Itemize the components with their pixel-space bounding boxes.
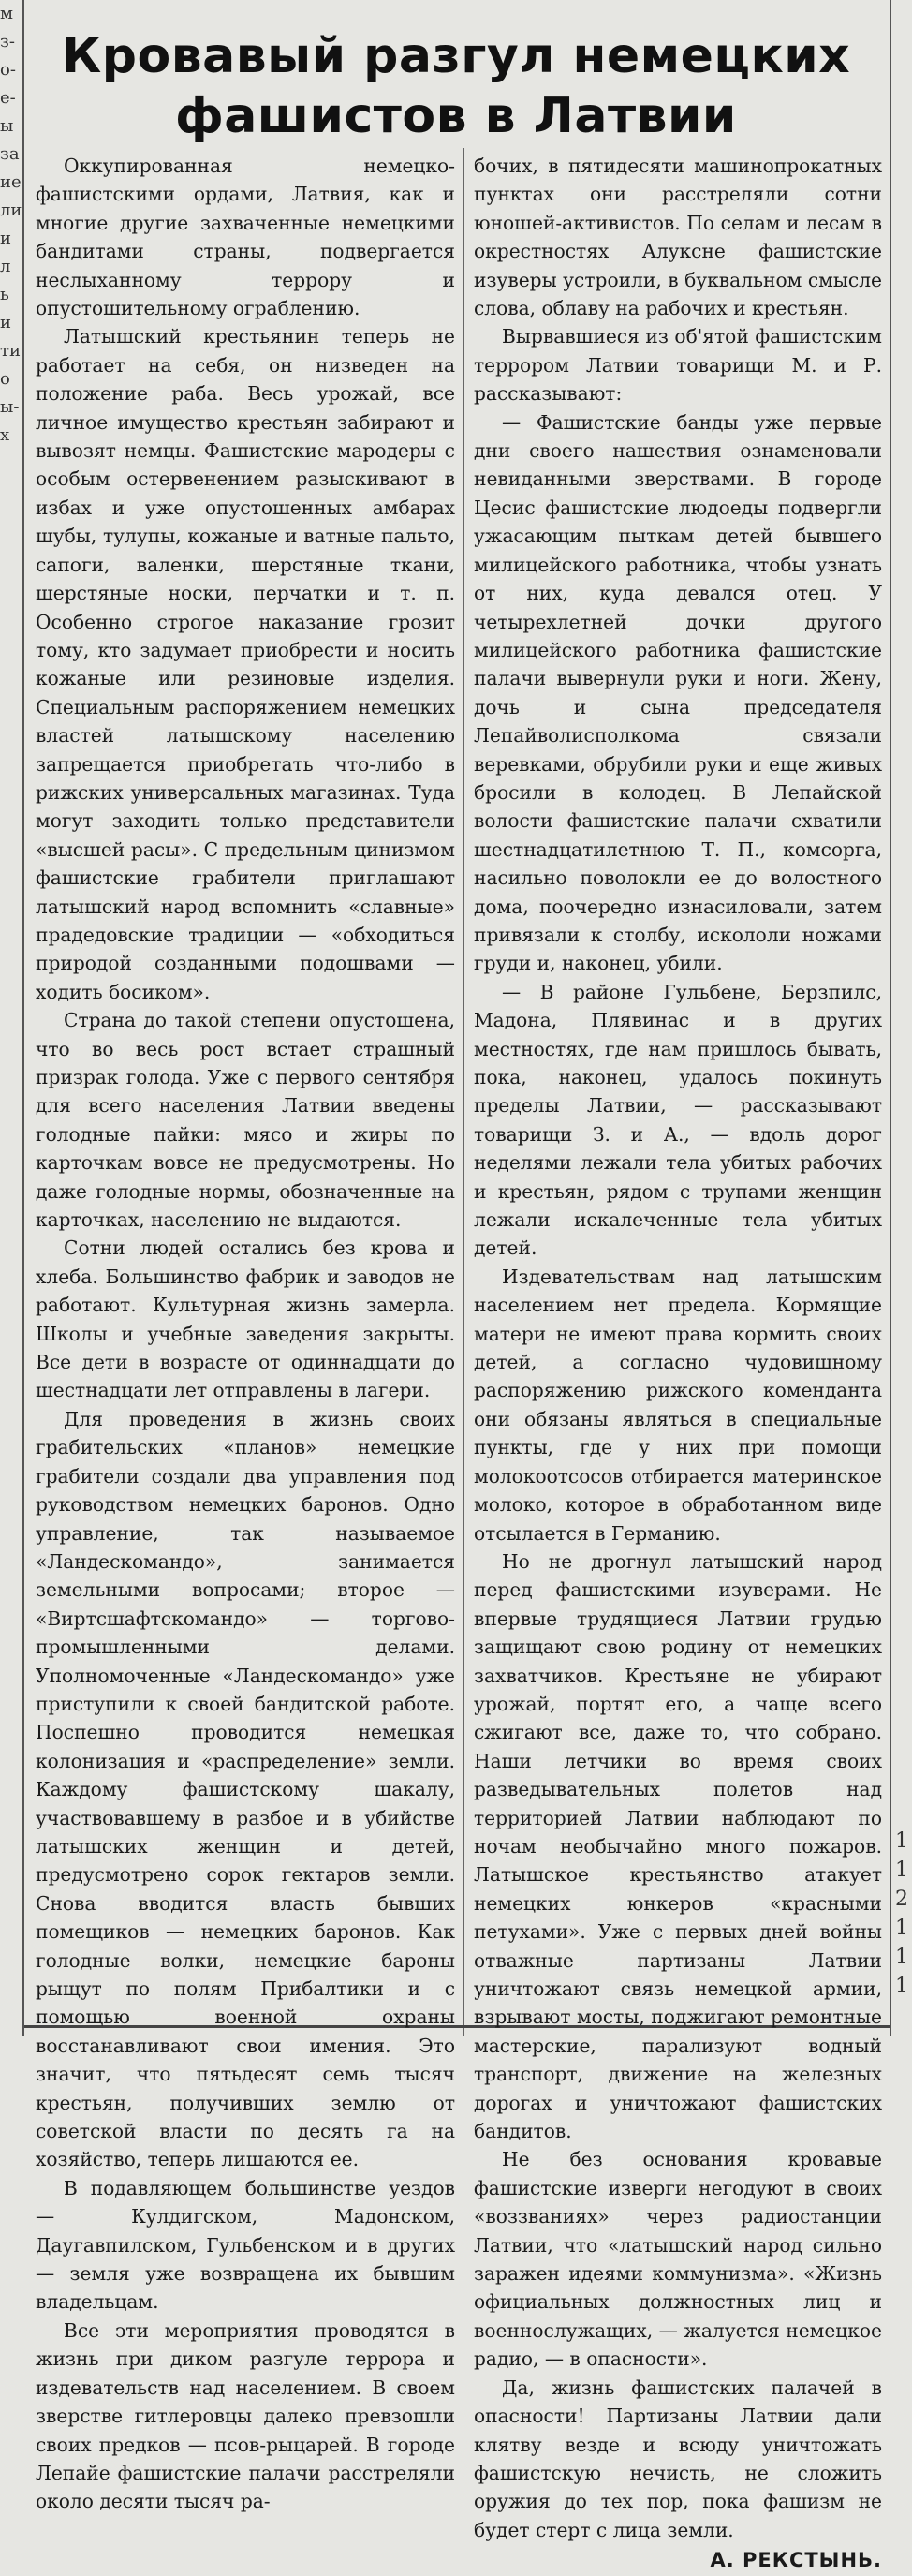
paragraph: — Фашистские банды уже первые дни своего нашествия ознаменовали невиданными зверствами. В городе Цесис фашистские людоеды подвергли ужасающим пыткам детей бывшего милицейского работника, чтобы узнать от них, куда девался отец. У четырехлетней дочки другого милицейского работника фашистские палачи вывернули руки и ноги. Жену, дочь и сына председателя Лепайволисполкома связали веревками, обрубили руки и еще живых бросили в колодец. В Лепайской волости фашистские палачи схватили шестнадцатилетнюю Т. П., комсорга, насильно поволокли ее до волостного дома, поочередно изнасиловали, затем привязали к столбу, искололи ножами груди и, наконец, убили. xyxy=(474,410,882,975)
column-rule-middle xyxy=(463,148,464,2036)
paragraph: Вырвавшиеся из об'ятой фашистским террором Латвии товарищи М. и Р. рассказывают: xyxy=(474,325,882,406)
fragment-line: и xyxy=(0,229,11,248)
fragment-line: л xyxy=(0,257,11,276)
column-rule-right xyxy=(890,0,891,2036)
paragraph: — В районе Гульбене, Берзпилс, Мадона, Плявинас и в других местностях, где нам пришлось бывать, пока, наконец, удалось покинуть пределы Латвии, — рассказывают товарищи З. и А., — вдоль дорог неделями лежали тела убитых рабочих и крестьян, рядом с трупами женщин лежали искалеченные тела убитых детей. xyxy=(474,980,882,1260)
fragment-line: ли xyxy=(0,200,22,220)
paragraph-continued: бочих, в пятидесяти машинопрокатных пунктах они расстреляли сотни юношей-активистов. По селам и лесам в окрестностях Алуксне фашистские изуверы устроили, в буквальном смысле слова, облаву на рабочих и крестьян. xyxy=(474,155,882,320)
fragment-line: 1 xyxy=(895,1975,908,1998)
fragment-line: 1 xyxy=(895,1917,908,1940)
paragraph: Издевательствам над латышским населением нет предела. Кормящие матери не имеют права кормить своих детей, а согласно чудовищному распоряжению рижского коменданта они обязаны являться в специальные пункты, где у них при помощи молокоотсосов отбирается материнское молоко, которое в обработанном виде отсылается в Германию. xyxy=(474,1265,882,1545)
article-column-left xyxy=(36,152,455,2513)
fragment-line: ы xyxy=(0,116,14,136)
fragment-line: 1 xyxy=(895,1829,908,1853)
paragraph: Сотни людей остались без крова и хлеба. Большинство фабрик и заводов не работают. Культурная жизнь замерла. Школы и учебные заведения закрыты. Все дети в возрасте от одиннадцати до шестнадцати лет отправлены в лагери. xyxy=(36,1236,455,1402)
article-column-right xyxy=(474,152,882,2572)
fragment-line: з- xyxy=(0,32,15,52)
author-signature: А. РЕКСТЫНЬ. xyxy=(710,2549,882,2572)
fragment-line: ь xyxy=(0,285,9,304)
fragment-line: м xyxy=(0,4,14,23)
fragment-line: ие xyxy=(0,172,22,192)
fragment-line: 1 xyxy=(895,1858,908,1882)
fragment-line: е- xyxy=(0,88,16,108)
paragraph: Но не дрогнул латышский народ перед фашистскими изуверами. Не впервые трудящиеся Латвии грудью защищают свою родину от немецких захватчиков. Крестьяне не убирают урожай, портят его, а чаще всего сжигают все, даже то, что собрано. Наши летчики во время своих разведывательных полетов над территорией Латвии наблюдают по ночам необычайно много пожаров. Латышское крестьянство атакует немецких юнкеров «красными петухами». Уже с первых дней войны отважные партизаны Латвии уничтожают связь немецкой армии, взрывают мосты, поджигают ремонтные мастерские, парализуют водный транспорт, движение на железных дорогах и уничтожают фашистских бандитов. xyxy=(474,1549,882,2143)
column-rule-left xyxy=(22,0,24,2036)
paragraph: Латышский крестьянин теперь не работает на себя, он низведен на положение раба. Весь урожай, все личное имущество крестьян забирают и вывозят немцы. Фашистские мародеры с особым остервенением разыскивают в избах и уже опустошенных амбарах шубы, тулупы, кожаные и ватные пальто, сапоги, валенки, шерстяные ткани, шерстяные носки, перчатки и т. п. Особенно строгое наказание грозит тому, кто задумает приобрести и носить кожаные или резиновые изделия. Специальным распоряжением немецких властей латышскому населению запрещается приобретать что-либо в рижских универсальных магазинах. Туда могут заходить только представители «высшей расы». С предельным цинизмом фашистские грабители приглашают латышский народ вспомнить «славные» прадедовские традиции — «обходиться природой созданными подошвами — ходить босиком». xyxy=(36,325,455,1003)
fragment-line: ы- xyxy=(0,397,20,417)
article-headline: Кровавый разгул немецких фашистов в Латвии xyxy=(61,28,851,144)
adjacent-column-fragment-top xyxy=(0,0,21,600)
paragraph: Все эти мероприятия проводятся в жизнь при диком разгуле террора и издевательств над населением. В своем зверстве гитлеровцы далеко превзошли своих предков — псов-рыцарей. В городе Лепайе фашистские палачи расстреляли около десяти тысяч ра- xyxy=(36,2318,455,2513)
fragment-line: и xyxy=(0,313,11,333)
paragraph: Оккупированная немецко-фашистскими ордами, Латвия, как и многие другие захваченные немецкими бандитами страны, подвергается неслыханному террору и опустошительному ограблению. xyxy=(36,155,455,320)
paragraph: Страна до такой степени опустошена, что во весь рост встает страшный призрак голода. Уже с первого сентября для всего населения Латвии введены голодные пайки: мясо и жиры по карточкам вовсе не предусмотрены. Но даже голодные нормы, обозначенные на карточках, населению не выдаются. xyxy=(36,1009,455,1232)
paragraph: В подавляющем большинстве уездов — Кулдигском, Мадонском, Даугавпилском, Гульбенском и в других — земля уже возвращена их бывшим владельцам. xyxy=(36,2176,455,2314)
fragment-line: о- xyxy=(0,60,16,80)
fragment-line: за xyxy=(0,144,20,164)
paragraph: Для проведения в жизнь своих грабительских «планов» немецкие грабители создали два управления под руководством немецких баронов. Одно управление, так называемое «Ландескомандо», занимается земельными вопросами; второе — «Виртсшафтскомандо» — торгово-промышленными делами. Уполномоченные «Ландескомандо» уже приступили к своей бандитской работе. Поспешно проводится немецкая колонизация и «распределение» земли. Каждому фашистскому шакалу, участвовавшему в разбое и в убийстве латышских женщин и детей, предусмотрено сорок гектаров земли. Снова вводится власть бывших помещиков — немецких баронов. Как голодные волки, немецкие бароны рыщут по полям Прибалтики и с помощью военной охраны восстанавливают свои имения. Это значит, что пятьдесят семь тысяч крестьян, получивших землю от советской власти по десять га на хозяйство, теперь лишаются ее. xyxy=(36,1407,455,2171)
paragraph: Не без основания кровавые фашистские изверги негодуют в своих «воззваниях» через радиостанции Латвии, что «латышский народ сильно заражен идеями коммунизма». «Жизнь официальных должностных лиц и военнослужащих, — жалуется немецкое радио, — в опасности». xyxy=(474,2148,882,2371)
adjacent-column-fragment-right xyxy=(895,1827,912,2036)
fragment-line: х xyxy=(0,425,10,445)
fragment-line: 1 xyxy=(895,1946,908,1969)
fragment-line: о xyxy=(0,369,10,389)
fragment-line: ти xyxy=(0,341,21,361)
fragment-line: 2 xyxy=(895,1888,908,1911)
paragraph: Да, жизнь фашистских палачей в опасности! Партизаны Латвии дали клятву везде и всюду уничтожать фашистскую нечисть, не сложить оружия до тех пор, пока фашизм не будет стерт с лица земли. xyxy=(474,2376,882,2541)
